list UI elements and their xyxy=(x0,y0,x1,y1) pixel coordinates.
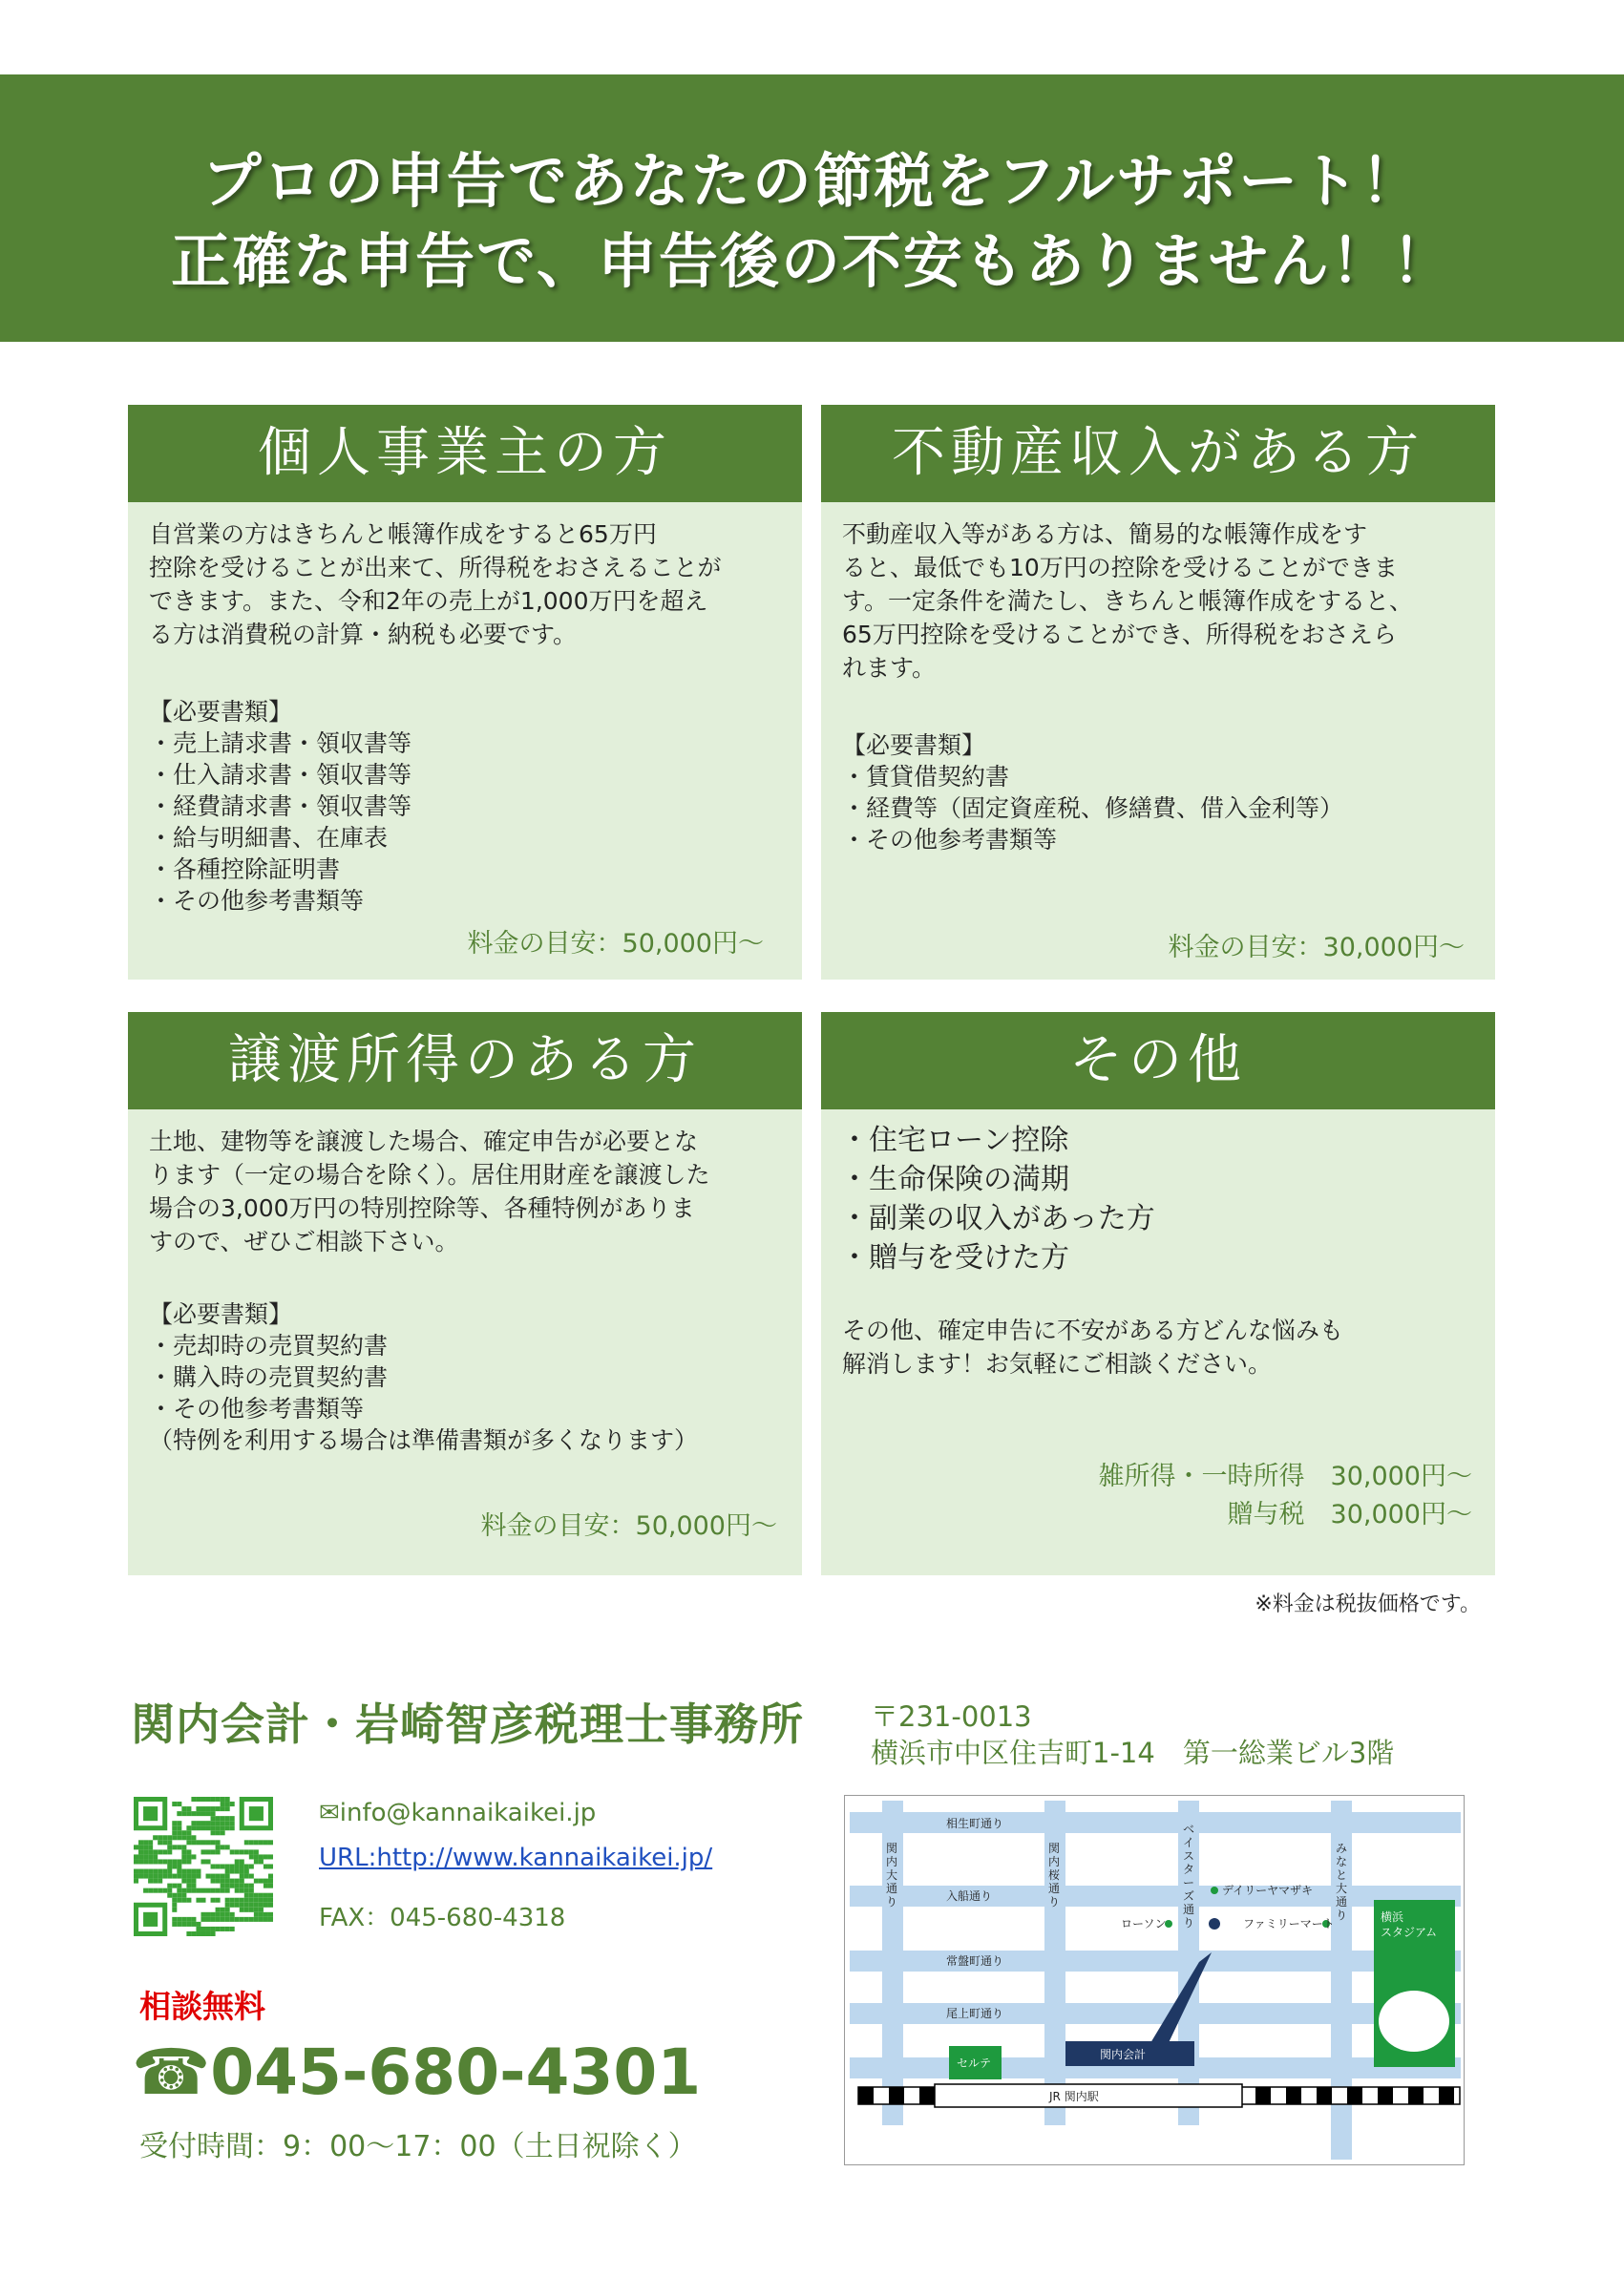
qr-code-icon[interactable] xyxy=(134,1797,273,1936)
svg-text:関: 関 xyxy=(886,1842,898,1855)
svg-text:大: 大 xyxy=(886,1868,898,1882)
fee-gift-tax: 贈与税 30,000円～ xyxy=(1227,1500,1472,1529)
office-name: 関内会計・岩崎智彦税理士事務所 xyxy=(131,1698,804,1750)
svg-text:常盤町通り: 常盤町通り xyxy=(946,1954,1004,1968)
svg-text:ファミリーマート: ファミリーマート xyxy=(1243,1917,1335,1930)
svg-text:ローソン: ローソン xyxy=(1121,1917,1167,1930)
phone-number[interactable]: ☎045-680-4301 xyxy=(132,2035,702,2109)
svg-text:な: な xyxy=(1336,1855,1348,1868)
fee-estimate: 料金の目安：30,000円～ xyxy=(1168,933,1465,962)
svg-text:ス: ス xyxy=(1183,1849,1195,1863)
svg-text:通: 通 xyxy=(1336,1895,1348,1909)
svg-text:タ: タ xyxy=(1183,1863,1195,1876)
panel-body: その他、確定申告に不安がある方どんな悩みも 解消します！お気軽にご相談ください。 xyxy=(842,1317,1344,1378)
svg-text:り: り xyxy=(886,1895,898,1909)
panel-title: 不動産収入がある方 xyxy=(821,405,1495,502)
svg-text:通: 通 xyxy=(1183,1903,1195,1916)
list-item: ・贈与を受けた方 xyxy=(840,1241,1069,1275)
svg-text:セルテ: セルテ xyxy=(957,2057,992,2070)
banner-line-1: プロの申告であなたの節税をフルサポート！ xyxy=(201,146,1423,216)
svg-text:入船通り: 入船通り xyxy=(946,1889,993,1903)
svg-text:り: り xyxy=(1183,1916,1195,1930)
svg-text:尾上町通り: 尾上町通り xyxy=(946,2007,1004,2020)
panel-body: 不動産収入等がある方は、簡易的な帳簿作成をす ると、最低でも10万円の控除を受けることができま す。一定条件を満たし、きちんと帳簿作成をすると、 65万円控除を受けることができ、所得税をおさえら れます。 xyxy=(842,520,1414,682)
svg-text:デイリーヤマザキ: デイリーヤマザキ xyxy=(1222,1884,1314,1897)
list-item: ・住宅ローン控除 xyxy=(840,1124,1069,1157)
panel-real-estate xyxy=(821,405,1495,980)
fee-estimate: 料金の目安：50,000円～ xyxy=(467,929,764,959)
svg-text:通: 通 xyxy=(1048,1882,1061,1895)
panel-sole-proprietor xyxy=(128,405,802,980)
svg-text:り: り xyxy=(1336,1909,1348,1922)
email-link[interactable]: ✉info@kannaikaikei.jp xyxy=(319,1799,597,1827)
svg-text:イ: イ xyxy=(1183,1836,1195,1849)
svg-text:通: 通 xyxy=(886,1882,898,1895)
panel-body: 自営業の方はきちんと帳簿作成をすると65万円 控除を受けることが出来て、所得税をおさえることが できます。また、令和2年の売上が1,000万円を超え る方は消費税の計算・納税も必要です。 xyxy=(149,520,722,648)
svg-text:と: と xyxy=(1336,1868,1348,1882)
panel-capital-gains xyxy=(128,1012,802,1575)
svg-text:スタジアム: スタジアム xyxy=(1381,1926,1438,1939)
svg-text:ー: ー xyxy=(1183,1876,1195,1889)
svg-text:み: み xyxy=(1336,1842,1348,1855)
svg-text:横浜: 横浜 xyxy=(1381,1910,1404,1924)
business-hours: 受付時間：9：00～17：00（土日祝除く） xyxy=(139,2130,697,2163)
svg-text:内: 内 xyxy=(886,1855,898,1868)
svg-text:JR 関内駅: JR 関内駅 xyxy=(1049,2090,1099,2103)
svg-text:関: 関 xyxy=(1048,1842,1061,1855)
required-documents: 【必要書類】 ・売却時の売買契約書 ・購入時の売買契約書 ・その他参考書類等 （特例を利用する場合は準備書類が多くなります） xyxy=(149,1300,699,1454)
access-map xyxy=(844,1795,1465,2165)
panel-body: 土地、建物等を譲渡した場合、確定申告が必要とな ります（一定の場合を除く）。居住用財産を譲渡した 場合の3,000万円の特別控除等、各種特例がありま すので、ぜひご相談下さい。 xyxy=(149,1128,710,1255)
panel-title: その他 xyxy=(821,1012,1495,1109)
svg-text:内: 内 xyxy=(1048,1855,1061,1868)
fee-estimate: 料金の目安：50,000円～ xyxy=(480,1511,777,1541)
office-address: 横浜市中区住吉町1-14 第一総業ビル3階 xyxy=(871,1737,1395,1769)
list-item: ・副業の収入があった方 xyxy=(840,1202,1155,1235)
svg-text:り: り xyxy=(1048,1895,1061,1909)
panel-title: 譲渡所得のある方 xyxy=(128,1012,802,1109)
header-banner xyxy=(0,74,1624,342)
other-items-list xyxy=(840,1121,1155,1277)
svg-text:相生町通り: 相生町通り xyxy=(946,1817,1004,1830)
svg-text:ズ: ズ xyxy=(1183,1889,1195,1903)
panel-other xyxy=(821,1012,1495,1575)
required-documents: 【必要書類】 ・売上請求書・領収書等 ・仕入請求書・領収書等 ・経費請求書・領収書等 ・給与明細書、在庫表 ・各種控除証明書 ・その他参考書類等 xyxy=(149,698,412,915)
panel-title: 個人事業主の方 xyxy=(128,405,802,502)
svg-text:関内会計: 関内会計 xyxy=(1100,2048,1147,2061)
tax-note: ※料金は税抜価格です。 xyxy=(1255,1592,1481,1616)
svg-text:桜: 桜 xyxy=(1048,1868,1061,1882)
fax-number: FAX：045-680-4318 xyxy=(319,1904,566,1932)
website-link[interactable]: URL:http://www.kannaikaikei.jp/ xyxy=(319,1844,713,1872)
svg-text:ベ: ベ xyxy=(1183,1823,1195,1836)
list-item: ・生命保険の満期 xyxy=(840,1163,1069,1196)
free-consultation-label: 相談無料 xyxy=(139,1988,265,2025)
required-documents: 【必要書類】 ・賃貸借契約書 ・経費等（固定資産税、修繕費、借入金利等） ・その他参考書類等 xyxy=(842,731,1344,854)
fee-misc-income: 雑所得・一時所得 30,000円～ xyxy=(1098,1462,1472,1491)
svg-text:大: 大 xyxy=(1336,1882,1348,1895)
banner-line-2: 正確な申告で、申告後の不安もありません！！ xyxy=(171,226,1453,296)
postal-code: 〒231-0013 xyxy=(871,1700,1032,1733)
